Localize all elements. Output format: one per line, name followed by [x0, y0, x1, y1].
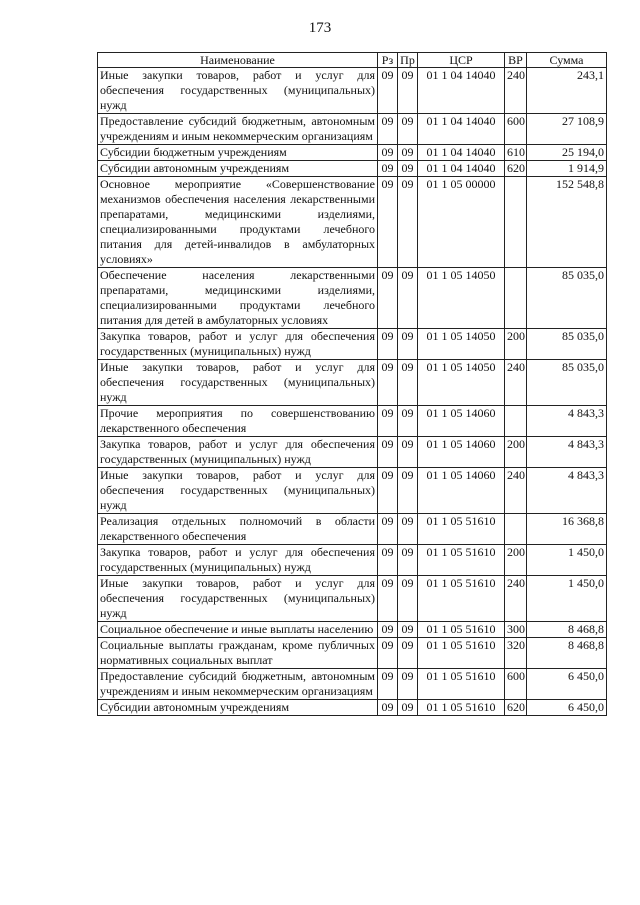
table-row — [98, 468, 607, 514]
table-body — [98, 68, 607, 716]
table-row — [98, 669, 607, 700]
cell-rz: 09 — [378, 177, 398, 268]
cell-sum: 85 035,0 — [527, 329, 607, 360]
cell-vr — [505, 406, 527, 437]
cell-pr: 09 — [398, 68, 418, 114]
cell-pr: 09 — [398, 700, 418, 716]
cell-sum: 25 194,0 — [527, 145, 607, 161]
cell-name: Предоставление субсидий бюджетным, автономным учреждениям и иным некоммерческим организациям — [98, 669, 378, 700]
table-row — [98, 437, 607, 468]
cell-csr: 01 1 05 51610 — [418, 576, 505, 622]
cell-pr: 09 — [398, 638, 418, 669]
cell-rz: 09 — [378, 437, 398, 468]
table-row — [98, 576, 607, 622]
cell-sum: 16 368,8 — [527, 514, 607, 545]
cell-csr: 01 1 05 14060 — [418, 437, 505, 468]
cell-csr: 01 1 04 14040 — [418, 68, 505, 114]
cell-rz: 09 — [378, 468, 398, 514]
cell-name: Иные закупки товаров, работ и услуг для обеспечения государственных (муниципальных) нужд — [98, 468, 378, 514]
cell-pr: 09 — [398, 145, 418, 161]
cell-csr: 01 1 05 14050 — [418, 268, 505, 329]
cell-name: Иные закупки товаров, работ и услуг для обеспечения государственных (муниципальных) нужд — [98, 360, 378, 406]
cell-vr: 200 — [505, 545, 527, 576]
cell-vr: 320 — [505, 638, 527, 669]
budget-table — [97, 52, 607, 716]
page-number: 173 — [308, 20, 332, 36]
header-csr: ЦСР — [418, 53, 505, 68]
cell-name: Закупка товаров, работ и услуг для обеспечения государственных (муниципальных) нужд — [98, 437, 378, 468]
table-row — [98, 700, 607, 716]
cell-vr: 600 — [505, 669, 527, 700]
cell-sum: 1 450,0 — [527, 545, 607, 576]
cell-pr: 09 — [398, 360, 418, 406]
cell-sum: 152 548,8 — [527, 177, 607, 268]
cell-vr — [505, 177, 527, 268]
cell-csr: 01 1 05 51610 — [418, 700, 505, 716]
cell-sum: 1 914,9 — [527, 161, 607, 177]
table-row — [98, 68, 607, 114]
cell-rz: 09 — [378, 268, 398, 329]
cell-rz: 09 — [378, 68, 398, 114]
cell-rz: 09 — [378, 329, 398, 360]
header-sum: Сумма — [527, 53, 607, 68]
cell-pr: 09 — [398, 514, 418, 545]
cell-sum: 1 450,0 — [527, 576, 607, 622]
table-row — [98, 622, 607, 638]
cell-vr: 240 — [505, 576, 527, 622]
cell-sum: 85 035,0 — [527, 360, 607, 406]
cell-pr: 09 — [398, 161, 418, 177]
cell-vr: 200 — [505, 437, 527, 468]
cell-csr: 01 1 04 14040 — [418, 145, 505, 161]
cell-vr — [505, 268, 527, 329]
table-row — [98, 638, 607, 669]
cell-vr: 300 — [505, 622, 527, 638]
cell-sum: 4 843,3 — [527, 437, 607, 468]
cell-rz: 09 — [378, 638, 398, 669]
cell-csr: 01 1 05 00000 — [418, 177, 505, 268]
cell-name: Социальное обеспечение и иные выплаты населению — [98, 622, 378, 638]
cell-csr: 01 1 05 14060 — [418, 406, 505, 437]
cell-csr: 01 1 04 14040 — [418, 114, 505, 145]
table-row — [98, 268, 607, 329]
cell-pr: 09 — [398, 329, 418, 360]
cell-vr: 240 — [505, 468, 527, 514]
cell-rz: 09 — [378, 145, 398, 161]
cell-name: Иные закупки товаров, работ и услуг для обеспечения государственных (муниципальных) нужд — [98, 576, 378, 622]
cell-rz: 09 — [378, 514, 398, 545]
cell-csr: 01 1 05 51610 — [418, 514, 505, 545]
cell-vr: 240 — [505, 68, 527, 114]
cell-csr: 01 1 05 14050 — [418, 329, 505, 360]
cell-pr: 09 — [398, 545, 418, 576]
cell-rz: 09 — [378, 114, 398, 145]
cell-vr — [505, 514, 527, 545]
cell-name: Закупка товаров, работ и услуг для обеспечения государственных (муниципальных) нужд — [98, 329, 378, 360]
cell-sum: 4 843,3 — [527, 468, 607, 514]
cell-name: Обеспечение населения лекарственными препаратами, медицинскими изделиями, специализированными продуктами лечебного питания для детей в амбулаторных условиях — [98, 268, 378, 329]
table-header — [98, 53, 607, 68]
cell-pr: 09 — [398, 406, 418, 437]
cell-csr: 01 1 05 51610 — [418, 622, 505, 638]
cell-pr: 09 — [398, 114, 418, 145]
header-name: Наименование — [98, 53, 378, 68]
cell-csr: 01 1 05 51610 — [418, 638, 505, 669]
header-row — [98, 53, 607, 68]
cell-rz: 09 — [378, 161, 398, 177]
cell-pr: 09 — [398, 268, 418, 329]
table-row — [98, 329, 607, 360]
cell-vr: 620 — [505, 700, 527, 716]
cell-rz: 09 — [378, 669, 398, 700]
table-row — [98, 360, 607, 406]
cell-rz: 09 — [378, 545, 398, 576]
cell-name: Реализация отдельных полномочий в области лекарственного обеспечения — [98, 514, 378, 545]
cell-name: Прочие мероприятия по совершенствованию лекарственного обеспечения — [98, 406, 378, 437]
header-vr: ВР — [505, 53, 527, 68]
cell-pr: 09 — [398, 669, 418, 700]
cell-name: Субсидии автономным учреждениям — [98, 700, 378, 716]
table-row — [98, 514, 607, 545]
cell-name: Субсидии бюджетным учреждениям — [98, 145, 378, 161]
cell-csr: 01 1 04 14040 — [418, 161, 505, 177]
cell-pr: 09 — [398, 576, 418, 622]
cell-rz: 09 — [378, 406, 398, 437]
cell-sum: 6 450,0 — [527, 669, 607, 700]
header-pr: Пр — [398, 53, 418, 68]
cell-pr: 09 — [398, 437, 418, 468]
cell-rz: 09 — [378, 700, 398, 716]
cell-rz: 09 — [378, 360, 398, 406]
cell-name: Закупка товаров, работ и услуг для обеспечения государственных (муниципальных) нужд — [98, 545, 378, 576]
cell-vr: 610 — [505, 145, 527, 161]
table-row — [98, 114, 607, 145]
cell-name: Предоставление субсидий бюджетным, автономным учреждениям и иным некоммерческим организациям — [98, 114, 378, 145]
cell-name: Иные закупки товаров, работ и услуг для обеспечения государственных (муниципальных) нужд — [98, 68, 378, 114]
table-row — [98, 145, 607, 161]
cell-vr: 200 — [505, 329, 527, 360]
cell-name: Социальные выплаты гражданам, кроме публичных нормативных социальных выплат — [98, 638, 378, 669]
cell-csr: 01 1 05 51610 — [418, 545, 505, 576]
cell-sum: 4 843,3 — [527, 406, 607, 437]
cell-pr: 09 — [398, 622, 418, 638]
table-row — [98, 406, 607, 437]
cell-sum: 85 035,0 — [527, 268, 607, 329]
cell-csr: 01 1 05 14050 — [418, 360, 505, 406]
cell-sum: 27 108,9 — [527, 114, 607, 145]
cell-rz: 09 — [378, 576, 398, 622]
cell-vr: 240 — [505, 360, 527, 406]
cell-sum: 243,1 — [527, 68, 607, 114]
cell-rz: 09 — [378, 622, 398, 638]
table-row — [98, 545, 607, 576]
cell-pr: 09 — [398, 177, 418, 268]
cell-csr: 01 1 05 14060 — [418, 468, 505, 514]
cell-sum: 8 468,8 — [527, 638, 607, 669]
cell-csr: 01 1 05 51610 — [418, 669, 505, 700]
cell-pr: 09 — [398, 468, 418, 514]
cell-name: Субсидии автономным учреждениям — [98, 161, 378, 177]
table-row — [98, 161, 607, 177]
cell-vr: 620 — [505, 161, 527, 177]
cell-vr: 600 — [505, 114, 527, 145]
cell-sum: 6 450,0 — [527, 700, 607, 716]
cell-name: Основное мероприятие «Совершенствование механизмов обеспечения населения лекарственными препаратами, медицинскими изделиями, специализированными продуктами лечебного питания для детей-инвалидов в амбулаторных условиях» — [98, 177, 378, 268]
cell-sum: 8 468,8 — [527, 622, 607, 638]
table-row — [98, 177, 607, 268]
header-rz: Рз — [378, 53, 398, 68]
